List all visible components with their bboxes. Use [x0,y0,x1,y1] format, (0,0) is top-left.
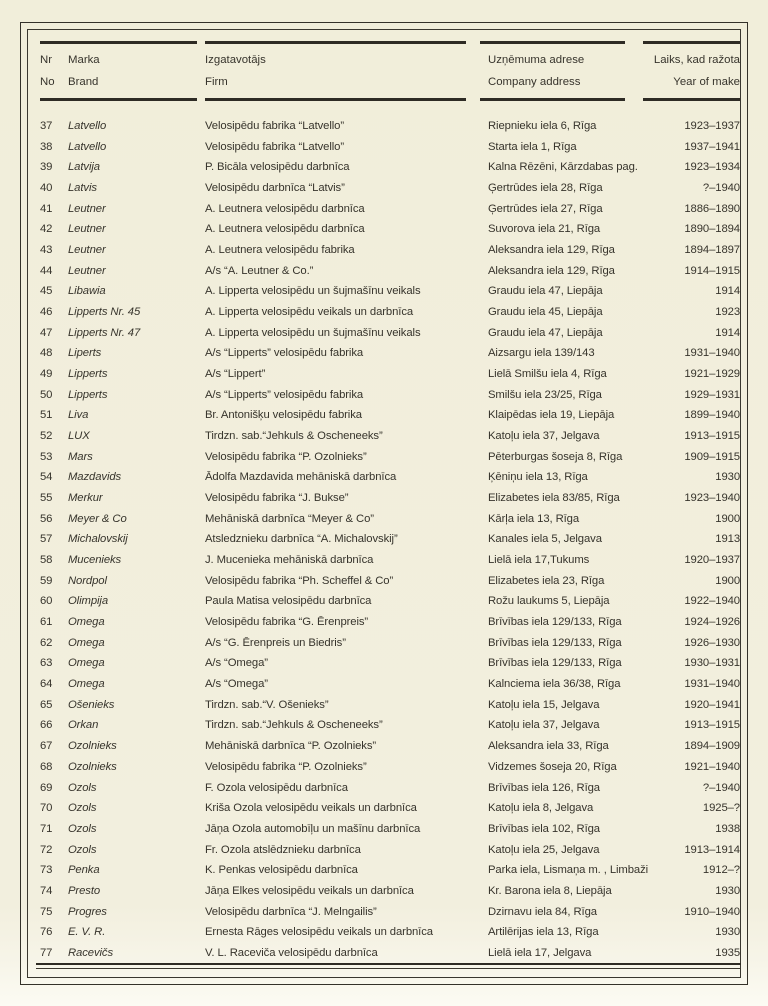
row-firm: P. Bicāla velosipēdu darbnīca [205,161,350,174]
row-number: 74 [40,884,53,897]
row-number: 59 [40,574,53,587]
row-firm: Tirdzn. sab.“Jehkuls & Oscheneeks” [205,430,383,443]
row-firm: Velosipēdu fabrika “P. Ozolnieks” [205,760,367,773]
table-row [0,137,768,158]
row-brand: Ozolnieks [68,760,117,773]
row-brand: Leutner [68,223,106,236]
row-brand: Presto [68,884,101,897]
row-address: Brīvības iela 126, Rīga [488,781,600,794]
row-years: 1924–1926 [684,616,740,629]
row-years: 1890–1894 [684,223,740,236]
row-years: 1930 [715,471,740,484]
row-brand: Meyer & Co [68,512,127,525]
row-years: 1914–1915 [684,264,740,277]
row-firm: A. Leutnera velosipēdu darbnīca [205,223,365,236]
table-row [0,447,768,468]
row-brand: Liperts [68,347,102,360]
row-years: 1931–1940 [684,347,740,360]
row-years: 1937–1941 [684,140,740,153]
header-top-rule-segment [205,41,466,44]
row-firm: A/s “Omega” [205,657,268,670]
row-firm: A/s “Lipperts” velosipēdu fabrika [205,347,364,360]
table-bottom-rule [36,968,741,969]
row-address: Kanales iela 5, Jelgava [488,533,602,546]
row-brand: Leutner [68,264,106,277]
header-brand-en: Brand [68,76,99,88]
row-firm: J. Mucenieka mehāniskā darbnīca [205,554,374,567]
row-years: 1930–1931 [684,657,740,670]
header-top-rule-segment [480,41,625,44]
row-years: 1921–1929 [684,368,740,381]
row-address: Graudu iela 45, Liepāja [488,306,603,319]
table-row [0,860,768,881]
row-firm: Velosipēdu fabrika “G. Ērenpreis” [205,616,369,629]
table-row [0,426,768,447]
row-firm: Atsledznieku darbnīca “A. Michalovskij” [205,533,398,546]
table-row [0,405,768,426]
row-brand: Mazdavids [68,471,122,484]
row-years: 1913–1915 [684,719,740,732]
row-address: Katoļu iela 37, Jelgava [488,719,600,732]
table-row [0,757,768,778]
table-bottom-rule [36,963,741,965]
row-firm: Velosipēdu fabrika “Latvello” [205,120,345,132]
row-number: 70 [40,802,53,815]
row-years: 1914 [715,326,740,339]
row-years: 1923–1934 [684,161,740,174]
row-firm: Jāņa Ozola automobīļu un mašīnu darbnīca [205,822,421,835]
row-brand: Latvis [68,182,97,195]
row-number: 55 [40,492,53,505]
table-row [0,364,768,385]
row-address: Graudu iela 47, Liepāja [488,326,603,339]
row-brand: Racevičs [68,946,114,959]
header-top-rule-segment [643,41,740,44]
row-number: 37 [40,120,53,132]
row-address: Elizabetes iela 83/85, Rīga [488,492,620,505]
row-address: Parka iela, Lismaņa m. , Limbaži [488,864,649,877]
table-row [0,902,768,923]
row-years: 1913–1914 [684,843,740,856]
row-brand: Michalovskij [68,533,128,546]
header-bottom-rule-segment [480,98,625,101]
row-firm: Velosipēdu darbnīca “Latvis” [205,182,345,195]
row-address: Ģertrūdes iela 28, Rīga [488,182,603,195]
table-row [0,199,768,220]
header-nr-lv: Nr [40,54,53,66]
row-firm: Velosipēdu fabrika “Latvello” [205,140,345,153]
row-firm: V. L. Raceviča velosipēdu darbnīca [205,946,378,959]
row-brand: Ošenieks [68,698,115,711]
row-years: 1938 [715,822,740,835]
row-address: Lielā Smilšu iela 4, Rīga [488,368,607,381]
row-years: 1899–1940 [684,409,740,422]
row-address: Suvorova iela 21, Rīga [488,223,601,236]
row-address: Aleksandra iela 129, Rīga [488,264,615,277]
header-firm-lv: Izgatavotājs [205,54,266,66]
row-firm: A/s “Omega” [205,678,268,691]
row-number: 60 [40,595,53,608]
table-row [0,281,768,302]
row-years: 1931–1940 [684,678,740,691]
row-brand: Merkur [68,492,103,505]
row-brand: LUX [68,430,90,443]
row-years: 1912–? [702,864,740,877]
row-number: 46 [40,306,53,319]
row-years: 1923 [715,306,740,319]
table-row [0,240,768,261]
row-number: 43 [40,244,53,257]
table-row [0,302,768,323]
row-firm: A/s “Lipperts” velosipēdu fabrika [205,388,364,401]
row-number: 71 [40,822,53,835]
row-firm: Br. Antonišķu velosipēdu fabrika [205,409,362,422]
row-brand: Penka [68,864,100,877]
table-row [0,943,768,964]
row-address: Smilšu iela 23/25, Rīga [488,388,602,401]
row-firm: Mehāniskā darbnīca “Meyer & Co” [205,512,374,525]
row-number: 41 [40,202,53,215]
row-brand: Latvija [68,161,100,174]
row-firm: Ādolfa Mazdavida mehāniskā darbnīca [205,471,397,484]
row-address: Katoļu iela 8, Jelgava [488,802,594,815]
table-row [0,695,768,716]
table-row [0,612,768,633]
row-brand: Lipperts Nr. 47 [68,326,141,339]
row-number: 49 [40,368,53,381]
row-number: 57 [40,533,53,546]
row-years: 1923–1940 [684,492,740,505]
table-row [0,323,768,344]
row-years: 1923–1937 [684,120,740,132]
row-brand: Ozols [68,843,97,856]
row-address: Ģertrūdes iela 27, Rīga [488,202,603,215]
row-years: 1920–1937 [684,554,740,567]
row-address: Kalna Rēzēni, Kārzdabas pag. [488,161,638,174]
row-number: 73 [40,864,53,877]
row-firm: Tirdzn. sab.“Jehkuls & Oscheneeks” [205,719,383,732]
row-address: Graudu iela 47, Liepāja [488,285,603,298]
row-firm: A. Lipperta velosipēdu un šujmašīnu veikals [205,326,421,339]
header-bottom-rule-segment [205,98,466,101]
row-firm: K. Penkas velosipēdu darbnīca [205,864,358,877]
row-years: 1922–1940 [684,595,740,608]
row-address: Katoļu iela 15, Jelgava [488,698,600,711]
header-brand-lv: Marka [68,54,100,66]
row-number: 58 [40,554,53,567]
row-brand: Ozols [68,802,97,815]
row-address: Ķēniņu iela 13, Rīga [488,471,588,484]
table-row [0,798,768,819]
row-address: Rožu laukums 5, Liepāja [488,595,610,608]
header-years-lv: Laiks, kad ražota [653,54,740,66]
row-address: Katoļu iela 25, Jelgava [488,843,600,856]
row-years: 1913–1915 [684,430,740,443]
row-address: Kalnciema iela 36/38, Rīga [488,678,621,691]
row-number: 67 [40,740,53,753]
table-row [0,674,768,695]
row-brand: Omega [68,616,105,629]
row-number: 53 [40,450,53,463]
row-number: 76 [40,926,53,939]
row-number: 39 [40,161,53,174]
row-years: 1929–1931 [684,388,740,401]
row-firm: Kriša Ozola velosipēdu veikals un darbnīca [205,802,417,815]
row-firm: Mehāniskā darbnīca “P. Ozolnieks” [205,740,377,753]
table-row [0,467,768,488]
row-number: 38 [40,140,53,153]
row-number: 65 [40,698,53,711]
row-address: Brīvības iela 102, Rīga [488,822,600,835]
row-address: Brīvības iela 129/133, Rīga [488,616,622,629]
table-header-en [0,71,768,93]
row-brand: Latvello [68,140,107,153]
row-number: 47 [40,326,53,339]
row-address: Dzirnavu iela 84, Rīga [488,905,597,918]
row-years: 1909–1915 [684,450,740,463]
row-address: Artilērijas iela 13, Rīga [488,926,599,939]
table-row [0,488,768,509]
row-number: 40 [40,182,53,195]
row-address: Kr. Barona iela 8, Liepāja [488,884,612,897]
row-number: 72 [40,843,53,856]
table-row [0,736,768,757]
row-brand: Orkan [68,719,99,732]
row-firm: Ernesta Rāges velosipēdu veikals un darbnīca [205,926,433,939]
row-brand: Leutner [68,202,106,215]
row-address: Riepnieku iela 6, Rīga [488,120,597,132]
table-row [0,633,768,654]
row-address: Lielā iela 17, Jelgava [488,946,592,959]
row-address: Klaipēdas iela 19, Liepāja [488,409,615,422]
row-firm: Velosipēdu fabrika “Ph. Scheffel & Co” [205,574,394,587]
row-number: 48 [40,347,53,360]
row-brand: Libawia [68,285,106,298]
row-brand: Omega [68,636,105,649]
table-row [0,819,768,840]
row-number: 75 [40,905,53,918]
row-address: Aizsargu iela 139/143 [488,347,595,360]
row-address: Brīvības iela 129/133, Rīga [488,636,622,649]
row-number: 44 [40,264,53,277]
row-firm: A. Leutnera velosipēdu darbnīca [205,202,365,215]
row-number: 42 [40,223,53,236]
row-years: 1914 [715,285,740,298]
row-brand: Mucenieks [68,554,122,567]
row-firm: Velosipēdu fabrika “J. Bukse” [205,492,349,505]
row-brand: Liva [68,409,89,422]
row-address: Pēterburgas šoseja 8, Rīga [488,450,623,463]
row-number: 64 [40,678,53,691]
row-number: 52 [40,430,53,443]
row-number: 62 [40,636,53,649]
row-address: Lielā iela 17,Tukums [488,554,590,567]
row-years: 1894–1909 [684,740,740,753]
row-brand: Latvello [68,120,107,132]
table-row [0,529,768,550]
row-number: 56 [40,512,53,525]
row-firm: Jāņa Elkes velosipēdu veikals un darbnīca [205,884,414,897]
row-brand: E. V. R. [68,926,106,939]
header-top-rule-segment [40,41,197,44]
table-row [0,261,768,282]
row-number: 66 [40,719,53,732]
header-bottom-rule-segment [40,98,197,101]
row-firm: Velosipēdu fabrika “P. Ozolnieks” [205,450,367,463]
header-bottom-rule-segment [643,98,740,101]
row-brand: Omega [68,678,105,691]
row-number: 45 [40,285,53,298]
row-years: 1900 [715,574,740,587]
table-row [0,157,768,178]
header-nr-en: No [40,76,55,88]
row-firm: F. Ozola velosipēdu darbnīca [205,781,348,794]
header-years-en: Year of make [673,76,740,88]
table-row [0,116,768,137]
table-row [0,653,768,674]
row-brand: Omega [68,657,105,670]
row-number: 69 [40,781,53,794]
header-address-en: Company address [488,76,581,88]
row-firm: Tirdzn. sab.“V. Ošenieks” [205,698,329,711]
row-number: 61 [40,616,53,629]
row-years: ?–1940 [702,781,740,794]
row-brand: Mars [68,450,93,463]
table-row [0,219,768,240]
row-number: 54 [40,471,53,484]
row-brand: Ozolnieks [68,740,117,753]
table-row [0,840,768,861]
table-row [0,385,768,406]
row-brand: Ozols [68,781,97,794]
row-brand: Lipperts Nr. 45 [68,306,141,319]
row-number: 63 [40,657,53,670]
row-years: 1920–1941 [684,698,740,711]
row-firm: Velosipēdu darbnīca “J. Melngailis” [205,905,377,918]
row-address: Starta iela 1, Rīga [488,140,577,153]
row-years: 1886–1890 [684,202,740,215]
table-header-lv [0,49,768,71]
row-years: 1900 [715,512,740,525]
row-firm: Paula Matisa velosipēdu darbnīca [205,595,372,608]
row-years: 1913 [715,533,740,546]
header-address-lv: Uzņēmuma adrese [488,54,585,66]
row-address: Aleksandra iela 129, Rīga [488,244,615,257]
table-row [0,550,768,571]
row-brand: Olimpija [68,595,109,608]
row-firm: A. Leutnera velosipēdu fabrika [205,244,355,257]
row-brand: Lipperts [68,388,108,401]
row-years: 1894–1897 [684,244,740,257]
row-number: 77 [40,946,53,959]
row-firm: Fr. Ozola atslēdznieku darbnīca [205,843,361,856]
row-number: 50 [40,388,53,401]
header-firm-en: Firm [205,76,228,88]
row-address: Brīvības iela 129/133, Rīga [488,657,622,670]
row-firm: A/s “A. Leutner & Co.” [205,264,314,277]
table-rows [0,116,768,964]
table-row [0,343,768,364]
row-number: 51 [40,409,53,422]
row-firm: A. Lipperta velosipēdu un šujmašīnu veikals [205,285,421,298]
row-firm: A/s “Lippert” [205,368,266,381]
table-row [0,591,768,612]
row-number: 68 [40,760,53,773]
table-row [0,715,768,736]
row-years: 1935 [715,946,740,959]
row-firm: A/s “G. Ērenpreis un Biedris” [205,636,346,649]
row-brand: Progres [68,905,107,918]
table-row [0,881,768,902]
row-brand: Ozols [68,822,97,835]
row-address: Vidzemes šoseja 20, Rīga [488,760,617,773]
row-firm: A. Lipperta velosipēdu veikals un darbnīca [205,306,414,319]
row-years: 1930 [715,884,740,897]
table-row [0,509,768,530]
row-address: Kārļa iela 13, Rīga [488,512,580,525]
row-years: 1930 [715,926,740,939]
table-row [0,922,768,943]
table-row [0,178,768,199]
row-years: ?–1940 [702,182,740,195]
row-address: Aleksandra iela 33, Rīga [488,740,609,753]
row-brand: Lipperts [68,368,108,381]
table-row [0,571,768,592]
row-address: Elizabetes iela 23, Rīga [488,574,605,587]
row-years: 1926–1930 [684,636,740,649]
table-row [0,778,768,799]
row-address: Katoļu iela 37, Jelgava [488,430,600,443]
row-brand: Leutner [68,244,106,257]
row-years: 1921–1940 [684,760,740,773]
row-brand: Nordpol [68,574,107,587]
row-years: 1910–1940 [684,905,740,918]
row-years: 1925–? [702,802,740,815]
